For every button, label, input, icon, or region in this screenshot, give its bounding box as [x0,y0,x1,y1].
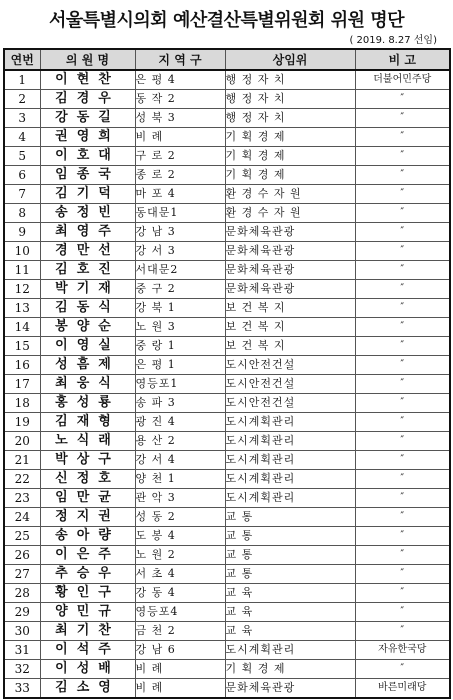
cell-number: 26 [4,546,40,565]
cell-district: 강 북 1 [135,299,225,318]
cell-number: 7 [4,185,40,204]
table-row [4,622,450,641]
table-row [4,261,450,280]
table-row [4,337,450,356]
cell-district: 강 서 4 [135,451,225,470]
cell-district: 영등포4 [135,603,225,622]
cell-member-name: 노식래 [40,432,135,451]
cell-number: 21 [4,451,40,470]
cell-number: 33 [4,679,40,699]
table-row [4,508,450,527]
cell-note: ″ [355,451,450,470]
cell-committee: 행 정 자 치 [225,109,355,128]
cell-district: 중 구 2 [135,280,225,299]
table-row [4,546,450,565]
cell-district: 성 동 2 [135,508,225,527]
table-body [4,70,450,698]
cell-member-name: 박기재 [40,280,135,299]
cell-note: ″ [355,565,450,584]
appointment-date: ( 2019. 8.27 선임) [349,35,437,46]
cell-district: 용 산 2 [135,432,225,451]
cell-number: 29 [4,603,40,622]
table-row [4,641,450,660]
table-row [4,299,450,318]
cell-district: 비 례 [135,679,225,699]
table-row [4,90,450,109]
cell-note: ″ [355,337,450,356]
table-row [4,375,450,394]
cell-committee: 도시계획관리 [225,470,355,489]
cell-number: 8 [4,204,40,223]
cell-district: 서 초 4 [135,565,225,584]
cell-number: 27 [4,565,40,584]
cell-member-name: 이은주 [40,546,135,565]
cell-note: ″ [355,318,450,337]
cell-number: 1 [4,70,40,90]
table-row [4,109,450,128]
cell-member-name: 최기찬 [40,622,135,641]
cell-member-name: 경만선 [40,242,135,261]
table-row [4,356,450,375]
cell-committee: 교 육 [225,584,355,603]
table-row [4,679,450,699]
table-row [4,204,450,223]
cell-district: 서대문2 [135,261,225,280]
cell-number: 10 [4,242,40,261]
cell-member-name: 강동길 [40,109,135,128]
cell-member-name: 황인구 [40,584,135,603]
cell-note: ″ [355,394,450,413]
cell-district: 동 작 2 [135,90,225,109]
cell-member-name: 양민규 [40,603,135,622]
cell-number: 5 [4,147,40,166]
cell-number: 25 [4,527,40,546]
cell-committee: 도시계획관리 [225,641,355,660]
table-row [4,128,450,147]
cell-note: ″ [355,432,450,451]
cell-number: 11 [4,261,40,280]
cell-number: 4 [4,128,40,147]
cell-committee: 교 통 [225,508,355,527]
cell-member-name: 이성배 [40,660,135,679]
cell-member-name: 송아량 [40,527,135,546]
cell-member-name: 홍성룡 [40,394,135,413]
cell-member-name: 이현찬 [40,70,135,90]
cell-number: 12 [4,280,40,299]
table-row [4,470,450,489]
cell-number: 24 [4,508,40,527]
cell-district: 비 례 [135,128,225,147]
cell-committee: 도시계획관리 [225,413,355,432]
cell-note: ″ [355,90,450,109]
cell-number: 28 [4,584,40,603]
cell-number: 22 [4,470,40,489]
cell-district: 노 원 2 [135,546,225,565]
cell-note: ″ [355,147,450,166]
table-row [4,565,450,584]
cell-note: ″ [355,546,450,565]
cell-number: 19 [4,413,40,432]
cell-district: 도 봉 4 [135,527,225,546]
cell-committee: 기 획 경 제 [225,128,355,147]
cell-member-name: 김소영 [40,679,135,699]
table-row [4,185,450,204]
cell-committee: 보 건 복 지 [225,337,355,356]
cell-committee: 도시안전건설 [225,356,355,375]
cell-member-name: 이호대 [40,147,135,166]
cell-district: 강 동 4 [135,584,225,603]
cell-note: ″ [355,185,450,204]
cell-member-name: 김재형 [40,413,135,432]
column-header-name: 의 원 명 [40,49,135,70]
cell-district: 강 서 3 [135,242,225,261]
cell-note: ″ [355,280,450,299]
cell-member-name: 정지권 [40,508,135,527]
cell-member-name: 김기덕 [40,185,135,204]
cell-number: 30 [4,622,40,641]
cell-committee: 교 통 [225,527,355,546]
cell-committee: 도시계획관리 [225,489,355,508]
table-row [4,584,450,603]
cell-committee: 행 정 자 치 [225,70,355,90]
cell-member-name: 김호진 [40,261,135,280]
cell-district: 구 로 2 [135,147,225,166]
cell-number: 14 [4,318,40,337]
cell-number: 2 [4,90,40,109]
cell-district: 은 평 4 [135,70,225,90]
table-row [4,451,450,470]
cell-member-name: 최영주 [40,223,135,242]
cell-committee: 문화체육관광 [225,242,355,261]
cell-note: ″ [355,470,450,489]
cell-note: ″ [355,527,450,546]
cell-committee: 보 건 복 지 [225,318,355,337]
cell-committee: 보 건 복 지 [225,299,355,318]
cell-member-name: 송정빈 [40,204,135,223]
table-row [4,70,450,90]
cell-district: 금 천 2 [135,622,225,641]
cell-committee: 기 획 경 제 [225,166,355,185]
cell-member-name: 권영희 [40,128,135,147]
cell-committee: 문화체육관광 [225,261,355,280]
cell-note: ″ [355,166,450,185]
cell-committee: 교 육 [225,622,355,641]
cell-district: 성 북 3 [135,109,225,128]
cell-number: 32 [4,660,40,679]
table-row [4,660,450,679]
table-row [4,166,450,185]
table-row [4,527,450,546]
page-title: 서울특별시의회 예산결산특별위원회 위원 명단 [48,10,405,31]
cell-district: 송 파 3 [135,394,225,413]
cell-member-name: 임종국 [40,166,135,185]
cell-note: 더불어민주당 [355,70,450,90]
cell-number: 18 [4,394,40,413]
table-row [4,603,450,622]
cell-member-name: 신정호 [40,470,135,489]
cell-note: ″ [355,109,450,128]
cell-district: 양 천 1 [135,470,225,489]
cell-member-name: 박상구 [40,451,135,470]
cell-district: 종 로 2 [135,166,225,185]
cell-member-name: 김경우 [40,90,135,109]
cell-committee: 도시계획관리 [225,432,355,451]
cell-committee: 행 정 자 치 [225,90,355,109]
cell-note: ″ [355,584,450,603]
cell-member-name: 최웅식 [40,375,135,394]
cell-committee: 기 획 경 제 [225,147,355,166]
cell-member-name: 봉양순 [40,318,135,337]
cell-note: ″ [355,204,450,223]
cell-district: 노 원 3 [135,318,225,337]
cell-note: ″ [355,508,450,527]
table-row [4,318,450,337]
table-row [4,489,450,508]
cell-number: 16 [4,356,40,375]
cell-district: 영등포1 [135,375,225,394]
cell-note: ″ [355,242,450,261]
cell-note: ″ [355,413,450,432]
cell-committee: 도시계획관리 [225,451,355,470]
cell-note: ″ [355,356,450,375]
cell-number: 23 [4,489,40,508]
cell-committee: 기 획 경 제 [225,660,355,679]
column-header-committee: 상임위 [225,49,355,70]
cell-district: 강 남 6 [135,641,225,660]
cell-note: ″ [355,299,450,318]
cell-number: 15 [4,337,40,356]
cell-number: 3 [4,109,40,128]
cell-district: 강 남 3 [135,223,225,242]
cell-note: ″ [355,375,450,394]
cell-committee: 교 통 [225,565,355,584]
table-header-row [4,49,450,70]
cell-number: 9 [4,223,40,242]
column-header-district: 지 역 구 [135,49,225,70]
column-header-number: 연번 [4,49,40,70]
column-header-note: 비 고 [355,49,450,70]
cell-note: ″ [355,622,450,641]
cell-district: 관 악 3 [135,489,225,508]
cell-committee: 교 통 [225,546,355,565]
cell-committee: 문화체육관광 [225,223,355,242]
table-row [4,242,450,261]
cell-committee: 환 경 수 자 원 [225,204,355,223]
cell-note: ″ [355,128,450,147]
cell-member-name: 이석주 [40,641,135,660]
cell-number: 20 [4,432,40,451]
cell-note: ″ [355,660,450,679]
table-row [4,432,450,451]
cell-note: ″ [355,603,450,622]
cell-note: 바른미래당 [355,679,450,699]
cell-committee: 환 경 수 자 원 [225,185,355,204]
table-row [4,394,450,413]
cell-number: 13 [4,299,40,318]
cell-note: 자유한국당 [355,641,450,660]
cell-number: 17 [4,375,40,394]
cell-note: ″ [355,223,450,242]
table-row [4,413,450,432]
cell-member-name: 이영실 [40,337,135,356]
cell-note: ″ [355,489,450,508]
cell-number: 6 [4,166,40,185]
cell-committee: 문화체육관광 [225,679,355,699]
cell-district: 은 평 1 [135,356,225,375]
cell-committee: 교 육 [225,603,355,622]
cell-committee: 도시안전건설 [225,375,355,394]
table-row [4,223,450,242]
cell-district: 광 진 4 [135,413,225,432]
cell-district: 비 례 [135,660,225,679]
table-row [4,280,450,299]
cell-note: ″ [355,261,450,280]
cell-member-name: 추승우 [40,565,135,584]
cell-committee: 문화체육관광 [225,280,355,299]
cell-district: 동대문1 [135,204,225,223]
cell-member-name: 임만균 [40,489,135,508]
cell-district: 중 랑 1 [135,337,225,356]
cell-district: 마 포 4 [135,185,225,204]
cell-number: 31 [4,641,40,660]
cell-committee: 도시안전건설 [225,394,355,413]
cell-member-name: 성흠제 [40,356,135,375]
cell-member-name: 김동식 [40,299,135,318]
table-row [4,147,450,166]
member-table [3,48,451,699]
